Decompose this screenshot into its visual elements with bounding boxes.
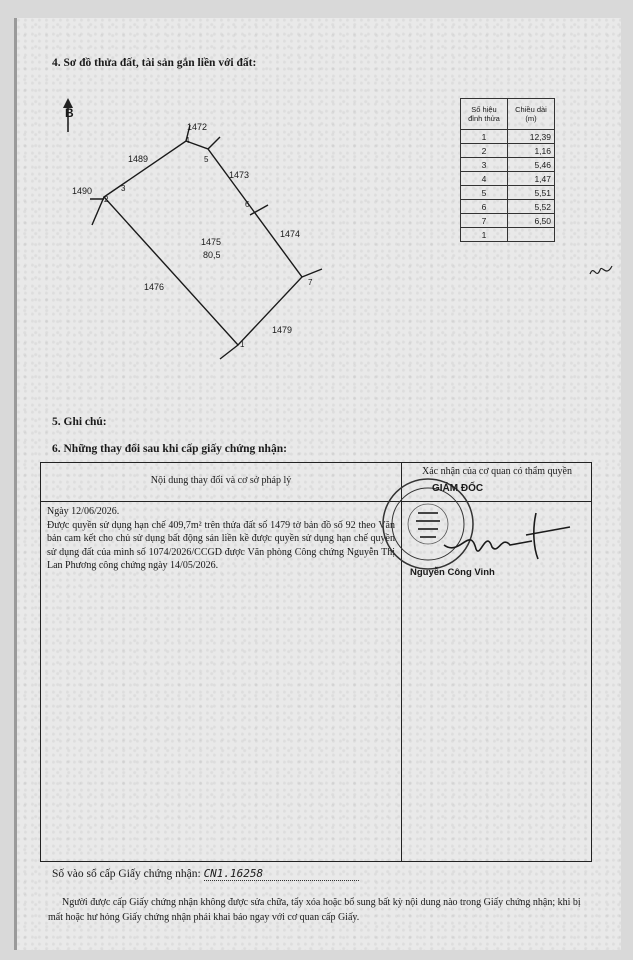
changes-header-content: Nội dung thay đổi và cơ sở pháp lý	[150, 475, 292, 486]
table-row: 6 5,52	[461, 200, 555, 214]
table-row: 1	[461, 228, 555, 242]
vertex-6: 6	[245, 200, 250, 209]
neighbor-1474: 1474	[280, 229, 301, 239]
registration-label: Số vào sổ cấp Giấy chứng nhận:	[52, 868, 201, 880]
section-4-title: 4. Sơ đồ thửa đất, tài sản gắn liền với đất:	[52, 57, 257, 69]
parcel-number: 1475	[201, 237, 222, 247]
parcel-area: 80,5	[203, 250, 221, 260]
footer-note: Người được cấp Giấy chứng nhận không được sửa chữa, tẩy xóa hoặc bổ sung bất kỳ nội dung nào trong Giấy chứng nhận; khi bị mất hoặc hư hỏng Giấy chứng nhận phải khai báo ngay với cơ quan cấp Giấy.	[48, 897, 581, 923]
neighbor-1476: 1476	[144, 282, 165, 292]
director-signature	[440, 505, 580, 565]
signer-name: Nguyễn Công Vinh	[410, 567, 495, 578]
vertex-4: 4	[185, 136, 190, 145]
neighbor-1479: 1479	[272, 325, 293, 335]
table-row: 5 5,51	[461, 186, 555, 200]
change-entry-text: Được quyền sử dụng hạn chế 409,7m² trên thửa đất số 1479 tờ bản đồ số 92 theo Văn bản cam kết cho chủ sử dụng bất động sản liền kề được quyền sử dụng hạn chế quyền sử dụng đất của mình số 1074/2026/CCGD được Văn phòng Công chứng Nguyễn Thị Lan Phương công chứng ngày 14/05/2026.	[47, 519, 395, 571]
neighbor-1490: 1490	[72, 186, 93, 196]
vertex-5: 5	[204, 155, 209, 164]
registration-line	[52, 867, 359, 881]
vertex-column-header: Số hiệu đỉnh thửa	[461, 99, 508, 130]
table-row: 3 5,46	[461, 158, 555, 172]
section-5-title: 5. Ghi chú:	[52, 416, 107, 428]
vertex-2: 2	[104, 195, 109, 204]
vertex-length-table	[460, 98, 555, 242]
section-6-title: 6. Những thay đổi sau khi cấp giấy chứng nhận:	[52, 443, 287, 455]
neighbor-1473: 1473	[229, 170, 250, 180]
length-column-header: Chiều dài (m)	[508, 99, 555, 130]
changes-header-confirmation: Xác nhận của cơ quan có thẩm quyền	[422, 466, 572, 477]
change-entry-date: Ngày 12/06/2026.	[47, 506, 120, 517]
vertex-1: 1	[240, 340, 245, 349]
table-row: 4 1,47	[461, 172, 555, 186]
table-row: 1 12,39	[461, 130, 555, 144]
registration-number: CN1.16258	[204, 867, 359, 881]
north-label: B	[65, 106, 74, 120]
change-entry	[47, 505, 395, 573]
table-row: 2 1,16	[461, 144, 555, 158]
neighbor-1489: 1489	[128, 154, 149, 164]
neighbor-1472: 1472	[187, 122, 208, 132]
table-row: 7 6,50	[461, 214, 555, 228]
vertex-3: 3	[121, 184, 126, 193]
initials-mark	[588, 260, 614, 282]
vertex-7: 7	[308, 278, 313, 287]
director-title: GIÁM ĐỐC	[432, 483, 484, 494]
